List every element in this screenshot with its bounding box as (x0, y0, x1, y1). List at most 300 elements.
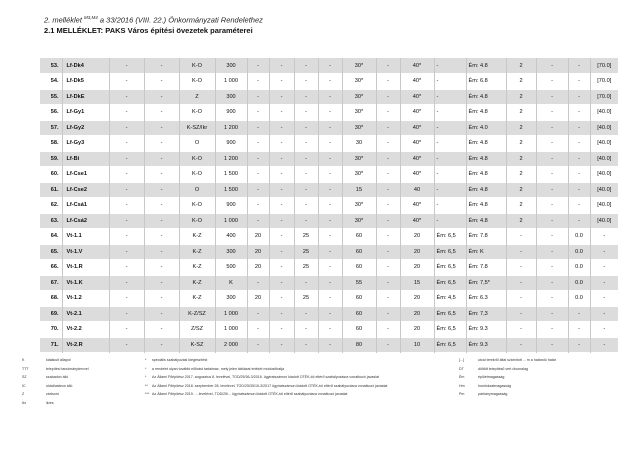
legend-row (22, 373, 622, 382)
table-cell: - (144, 306, 179, 322)
table-row (40, 260, 618, 276)
table-cell: - (434, 136, 466, 152)
table-cell: Z/SZ (179, 322, 215, 338)
table-cell: 60 (342, 306, 376, 322)
table-cell: 2 (506, 151, 536, 167)
table-cell: - (568, 306, 590, 322)
table-cell: - (247, 105, 269, 121)
table-cell: 15 (342, 182, 376, 198)
table-cell: Z (179, 89, 215, 105)
table-cell: 15 (400, 275, 434, 291)
table-cell: - (506, 244, 536, 260)
table-cell: - (294, 306, 318, 322)
row-number: 68. (50, 295, 59, 302)
table-cell: Ém: 4,5 (434, 291, 466, 307)
table-cell: 900 (215, 105, 247, 121)
table-cell: 2 (506, 58, 536, 74)
table-cell: - (506, 260, 536, 276)
table-cell: - (568, 105, 590, 121)
table-cell: - (109, 306, 144, 322)
table-cell: - (536, 306, 568, 322)
table-cell: 30* (342, 213, 376, 229)
table-cell: - (376, 136, 400, 152)
table-cell: - (376, 167, 400, 183)
table-cell: - (109, 151, 144, 167)
row-number: 67. (40, 275, 62, 291)
legend-text: speciális szabályozási kiegészítést (152, 358, 208, 362)
legend-text: párkánymagasság (478, 392, 508, 397)
legend-text: Pm (459, 392, 465, 397)
table-cell: - (376, 105, 400, 121)
legend (22, 356, 622, 408)
table-cell: - (247, 58, 269, 74)
table-row (40, 58, 618, 74)
table-cell: - (109, 322, 144, 338)
table-cell: - (536, 229, 568, 245)
row-number: 65. (40, 244, 62, 260)
zone-code: Lf-Bi (62, 151, 109, 167)
table-cell: - (536, 275, 568, 291)
table-cell: [40.0] (590, 167, 618, 183)
table-cell: - (590, 260, 618, 276)
table-cell: - (590, 229, 618, 245)
table-cell: - (318, 182, 342, 198)
table-cell: - (294, 58, 318, 74)
row-number: 60. (50, 171, 59, 178)
table-cell: - (318, 105, 342, 121)
table-cell: 2 (506, 89, 536, 105)
table-cell: Ém: 6,5 (434, 275, 466, 291)
table-cell: [40.0] (590, 182, 618, 198)
table-row (40, 120, 618, 136)
table-cell: 40 (400, 182, 434, 198)
table-cell: 1 500 (215, 182, 247, 198)
table-cell: - (318, 275, 342, 291)
table-cell: Ém: 4.8 (466, 198, 506, 214)
legend-text: Ém (459, 375, 465, 380)
table-cell: - (376, 151, 400, 167)
zoning-parameters-table (40, 58, 618, 353)
row-number: 71. (40, 337, 62, 353)
table-cell: - (144, 229, 179, 245)
table-cell: 0.0 (568, 275, 590, 291)
table-cell: - (144, 167, 179, 183)
table-cell: Ém: 7.8 (466, 260, 506, 276)
table-cell: [70.0] (590, 89, 618, 105)
table-cell: - (109, 136, 144, 152)
table-cell: - (318, 198, 342, 214)
table-cell: - (434, 198, 466, 214)
table-row (40, 213, 618, 229)
table-cell: [40.0] (590, 151, 618, 167)
table-cell: - (568, 151, 590, 167)
table-cell: - (144, 275, 179, 291)
table-cell: 20 (400, 260, 434, 276)
row-number: 63. (40, 213, 62, 229)
table-cell: - (536, 58, 568, 74)
table-cell: - (376, 260, 400, 276)
table-cell: - (318, 151, 342, 167)
table-cell: - (434, 89, 466, 105)
table-cell: - (109, 167, 144, 183)
legend-text: * (145, 366, 147, 371)
table-cell: 1 000 (215, 213, 247, 229)
table-cell: 0.0 (568, 291, 590, 307)
table-cell: 1 000 (215, 74, 247, 90)
table-cell: - (269, 291, 294, 307)
table-cell: - (434, 182, 466, 198)
table-cell: 2 (506, 120, 536, 136)
table-cell: - (144, 105, 179, 121)
table-cell: 20 (247, 229, 269, 245)
table-row (40, 167, 618, 183)
table-cell: - (376, 182, 400, 198)
table-cell: Ém: 4.8 (466, 58, 506, 74)
table-row (40, 198, 618, 214)
table-cell: K-Z (179, 229, 215, 245)
legend-text: telepítési tanulmánytervvel (46, 366, 89, 371)
table-cell: - (318, 291, 342, 307)
zone-code: Vt-2.1 (62, 306, 109, 322)
table-cell: 1 200 (215, 151, 247, 167)
table-row (40, 182, 618, 198)
table-cell: - (536, 74, 568, 90)
legend-row (22, 390, 622, 399)
table-cell: 400 (215, 229, 247, 245)
table-cell: - (294, 275, 318, 291)
row-number: 58. (50, 140, 59, 147)
table-cell: - (506, 337, 536, 353)
table-cell: 40* (400, 213, 434, 229)
table-cell: - (294, 105, 318, 121)
table-cell: 1 000 (215, 306, 247, 322)
table-cell: - (434, 151, 466, 167)
table-cell: 60 (342, 260, 376, 276)
table-cell: 25 (294, 229, 318, 245)
table-cell: - (269, 275, 294, 291)
regulation-reference: a 33/2016 (VIII. 22.) Önkormányzati Rendelethez (99, 15, 263, 25)
table-cell: [40.0] (590, 120, 618, 136)
table-cell: - (568, 182, 590, 198)
legend-text: K (22, 358, 25, 362)
table-cell: - (144, 198, 179, 214)
table-cell: 300 (215, 89, 247, 105)
table-cell: - (590, 322, 618, 338)
table-cell: - (144, 136, 179, 152)
legend-text: * (145, 358, 147, 362)
table-cell: - (568, 322, 590, 338)
table-cell: Ém: 6,5 (434, 244, 466, 260)
table-cell: K-Z (179, 260, 215, 276)
zone-code: Lf-Dk4 (62, 58, 109, 74)
table-cell: - (144, 182, 179, 198)
table-cell: 20 (247, 244, 269, 260)
table-cell: - (247, 275, 269, 291)
table-cell: 500 (215, 260, 247, 276)
table-row (40, 105, 618, 121)
table-cell: 40* (400, 58, 434, 74)
table-cell: K (215, 275, 247, 291)
table-cell: 1 000 (215, 322, 247, 338)
table-cell: Ém: 4.8 (466, 151, 506, 167)
table-cell: 10 (400, 337, 434, 353)
table-cell: - (536, 322, 568, 338)
table-cell: 1 500 (215, 167, 247, 183)
table-row (40, 151, 618, 167)
table-cell: - (109, 244, 144, 260)
table-cell: - (506, 229, 536, 245)
table-cell: Ém: 6,5 (434, 306, 466, 322)
table-row (40, 291, 618, 307)
table-cell: - (568, 198, 590, 214)
legend-text: Z (22, 392, 25, 397)
table-cell: - (376, 275, 400, 291)
annex-title: 2.1 MELLÉKLET: PAKS Város építési övezetek paraméterei (44, 25, 253, 35)
row-number: 70. (50, 326, 59, 333)
row-number: 56. (50, 109, 59, 116)
legend-row (22, 399, 622, 408)
table-cell: - (536, 167, 568, 183)
table-cell: - (269, 120, 294, 136)
table-cell: - (536, 136, 568, 152)
table-cell: 0.0 (568, 244, 590, 260)
table-cell: 60 (342, 229, 376, 245)
table-cell: - (506, 322, 536, 338)
table-row (40, 89, 618, 105)
table-cell: 40* (400, 105, 434, 121)
table-cell: 20 (400, 306, 434, 322)
table-cell: Ém: 7,5* (466, 275, 506, 291)
table-cell: - (376, 306, 400, 322)
table-cell: K-O (179, 74, 215, 90)
table-cell: - (269, 89, 294, 105)
legend-text: oldalhatáron álló (46, 383, 73, 388)
table-cell: - (269, 58, 294, 74)
table-cell: 2 000 (215, 337, 247, 353)
legend-text: ikres (46, 400, 54, 405)
table-cell: - (434, 213, 466, 229)
table-cell: 30* (342, 120, 376, 136)
table-cell: 60 (342, 244, 376, 260)
legend-text: Hm (459, 383, 465, 388)
table-cell: - (376, 89, 400, 105)
table-cell: - (109, 213, 144, 229)
table-cell: - (144, 58, 179, 74)
table-cell: - (247, 120, 269, 136)
table-cell: - (318, 229, 342, 245)
table-cell: Ém: 6.3 (466, 291, 506, 307)
table-cell: 20 (400, 229, 434, 245)
table-cell: [70.0] (590, 74, 618, 90)
table-cell: Ém: 4.8 (466, 136, 506, 152)
table-cell: - (318, 260, 342, 276)
table-cell: 40* (400, 89, 434, 105)
table-cell: 2 (506, 198, 536, 214)
table-row (40, 275, 618, 291)
table-cell: - (318, 167, 342, 183)
annex-reference (44, 13, 604, 26)
table-cell: Ém: 9.3 (466, 337, 506, 353)
table-cell: - (269, 337, 294, 353)
table-cell: 300 (215, 244, 247, 260)
table-cell: 40* (400, 167, 434, 183)
table-cell: - (247, 213, 269, 229)
table-cell: 40* (400, 74, 434, 90)
table-cell: 25 (294, 291, 318, 307)
table-cell: - (109, 105, 144, 121)
table-cell: 40* (400, 198, 434, 214)
table-cell: - (294, 182, 318, 198)
table-cell: - (109, 89, 144, 105)
legend-text: [...] (459, 358, 464, 362)
table-cell: - (294, 136, 318, 152)
table-cell: - (269, 182, 294, 198)
table-cell: - (434, 74, 466, 90)
table-cell: - (269, 136, 294, 152)
table-cell: - (144, 244, 179, 260)
table-cell: 60 (342, 322, 376, 338)
page-header (44, 13, 604, 36)
table-cell: O (179, 182, 215, 198)
table-cell: 30* (342, 151, 376, 167)
table-cell: - (318, 213, 342, 229)
table-cell: [40.0] (590, 213, 618, 229)
table-cell: - (536, 337, 568, 353)
table-cell: - (144, 74, 179, 90)
legend-text: ** (145, 383, 148, 388)
table-cell: 80 (342, 337, 376, 353)
table-cell: - (294, 337, 318, 353)
table-cell: - (269, 322, 294, 338)
table-cell: - (144, 260, 179, 276)
table-cell: - (269, 74, 294, 90)
table-cell: Ém: 4.8 (466, 105, 506, 121)
table-cell: - (590, 275, 618, 291)
legend-row (22, 356, 622, 365)
table-cell: - (376, 244, 400, 260)
table-cell: - (109, 120, 144, 136)
table-cell: Ém: 4.8 (466, 213, 506, 229)
table-cell: [40.0] (590, 136, 618, 152)
table-cell: 0.0 (568, 260, 590, 276)
table-cell: 300 (215, 291, 247, 307)
table-cell: - (247, 198, 269, 214)
table-cell: - (434, 167, 466, 183)
table-cell: K-Z (179, 244, 215, 260)
row-number: 53. (40, 58, 62, 74)
table-row (40, 74, 618, 90)
table-cell: - (269, 105, 294, 121)
legend-text: utcai terekről által számított ... m a határoló határ (478, 358, 556, 362)
table-cell: 30* (342, 105, 376, 121)
legend-text: * (145, 375, 147, 380)
table-cell: - (247, 167, 269, 183)
legend-text: a rendelet olyan további előírást tartalmaz, mely jelen táblázat értékét módosíthatja (152, 366, 285, 371)
zone-code: Vt-1.K (62, 275, 109, 291)
table-cell: 30* (342, 89, 376, 105)
legend-text: Az Állami Főépítész 2019. ... levelével, TOD/25/... ügyiratszámon kiadott OTÉK-tól eltérő szabályozásra vonatkozó javaslat (152, 392, 348, 397)
table-cell: - (568, 58, 590, 74)
table-cell: - (144, 89, 179, 105)
table-cell: - (318, 337, 342, 353)
table-cell: K-SZ/Ikr (179, 120, 215, 136)
table-cell: - (318, 136, 342, 152)
zone-code: Lf-Gy3 (62, 136, 109, 152)
table-cell: Ém: 7.8 (466, 229, 506, 245)
table-cell: - (506, 291, 536, 307)
table-cell: 2 (506, 74, 536, 90)
zone-code: Lf-Dk5 (62, 74, 109, 90)
table-cell: 2 (506, 167, 536, 183)
table-cell: - (109, 229, 144, 245)
zone-code: Lf-Gy2 (62, 120, 109, 136)
table-cell: Ém: 9.3 (466, 322, 506, 338)
table-cell: Ém: 4.8 (466, 167, 506, 183)
row-number: 55. (40, 89, 62, 105)
table-cell: Ém: 6.8 (466, 74, 506, 90)
table-body (40, 58, 618, 353)
table-cell: 20 (247, 260, 269, 276)
legend-text: *** (145, 392, 150, 397)
legend-text: Ikr (22, 400, 26, 405)
table-cell: - (318, 74, 342, 90)
table-cell: K-Z (179, 275, 215, 291)
table-row (40, 337, 618, 353)
row-number: 54. (50, 78, 59, 85)
table-cell: - (294, 213, 318, 229)
table-cell: - (318, 58, 342, 74)
table-cell: K-SZ (179, 337, 215, 353)
table-cell: 2 (506, 182, 536, 198)
table-cell: - (590, 337, 618, 353)
table-cell: K-O (179, 167, 215, 183)
table-cell: - (269, 306, 294, 322)
table-cell: - (269, 167, 294, 183)
table-cell: 2 (506, 136, 536, 152)
table-row (40, 229, 618, 245)
table-cell: - (247, 151, 269, 167)
table-cell: 20 (400, 322, 434, 338)
row-number: 59. (40, 151, 62, 167)
zone-code: Vt-1.2 (62, 291, 109, 307)
table-cell: 25 (294, 260, 318, 276)
row-number: 62. (50, 202, 59, 209)
table-cell: 30 (342, 136, 376, 152)
legend-text: IC (22, 383, 26, 388)
table-cell: 0.0 (568, 229, 590, 245)
zone-code: Lf-Csá1 (62, 198, 109, 214)
table-cell: - (376, 213, 400, 229)
table-cell: - (568, 120, 590, 136)
table-cell: 2 (506, 213, 536, 229)
table-cell: - (247, 306, 269, 322)
row-number: 61. (40, 182, 62, 198)
legend-text: épületmagasság (478, 375, 505, 380)
table-cell: Ém: K (466, 244, 506, 260)
table-cell: Ém: 6,5 (434, 322, 466, 338)
table-cell: - (318, 306, 342, 322)
table-cell: 30* (342, 167, 376, 183)
table-cell: 60 (342, 291, 376, 307)
table-cell: - (269, 198, 294, 214)
table-cell: - (434, 120, 466, 136)
table-cell: 900 (215, 198, 247, 214)
legend-row (22, 382, 622, 391)
table-cell: - (536, 291, 568, 307)
table-cell: - (294, 120, 318, 136)
table-cell: 2 (506, 105, 536, 121)
table-cell: - (247, 74, 269, 90)
